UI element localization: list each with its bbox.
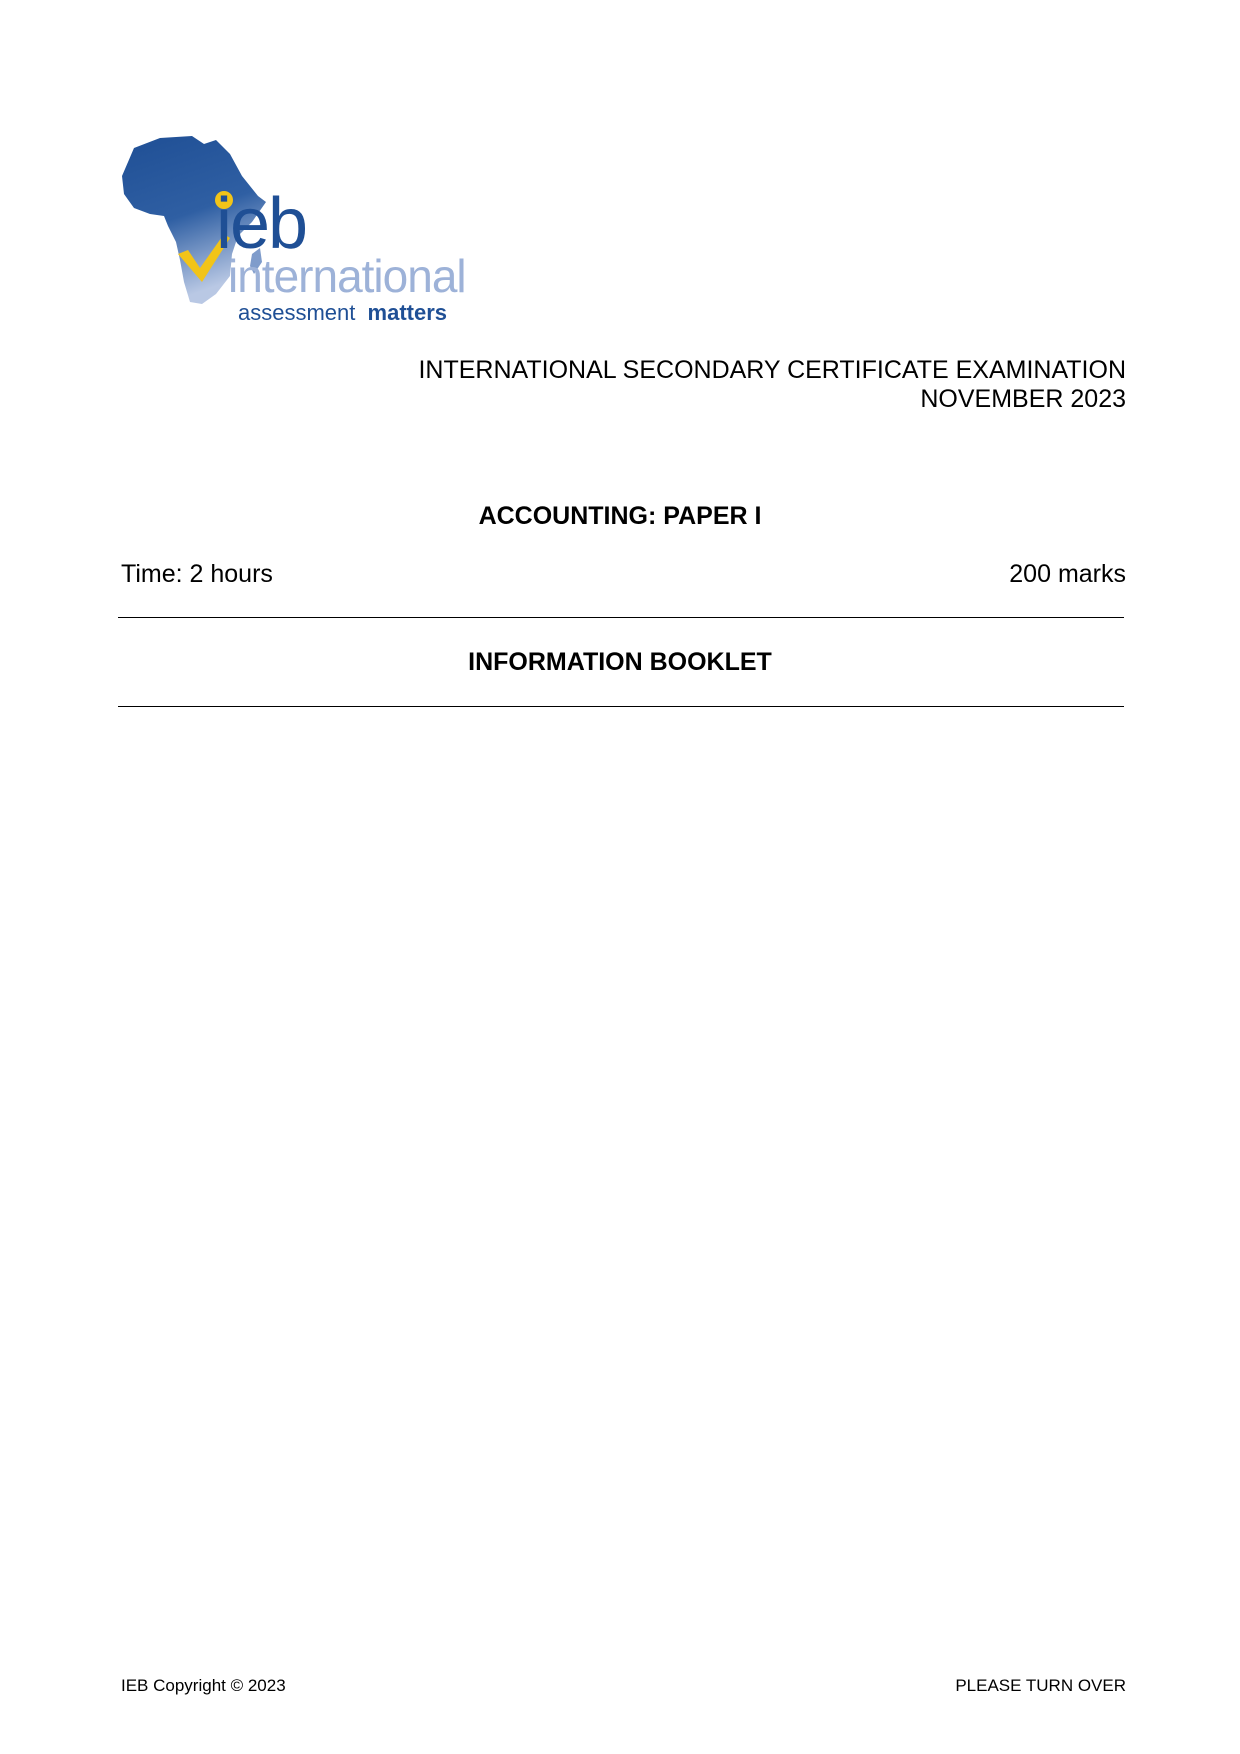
logo-tagline-light: assessment bbox=[238, 300, 356, 325]
logo-international: international bbox=[228, 250, 466, 302]
total-marks: 200 marks bbox=[1009, 560, 1126, 588]
booklet-title: INFORMATION BOOKLET bbox=[468, 648, 772, 676]
divider-top bbox=[118, 617, 1124, 618]
paper-title: ACCOUNTING: PAPER I bbox=[478, 502, 762, 530]
exam-title-line1: INTERNATIONAL SECONDARY CERTIFICATE EXAMINATION bbox=[418, 356, 1126, 384]
logo-tagline-bold: matters bbox=[367, 300, 447, 325]
time-allowed: Time: 2 hours bbox=[121, 560, 273, 588]
logo-brand: ieb bbox=[216, 184, 307, 264]
ieb-logo bbox=[120, 136, 480, 336]
copyright-notice: IEB Copyright © 2023 bbox=[121, 1676, 286, 1695]
logo-tagline bbox=[238, 300, 447, 325]
africa-map-icon bbox=[120, 136, 480, 336]
exam-title bbox=[418, 356, 1126, 414]
divider-bottom bbox=[118, 706, 1124, 707]
exam-date: NOVEMBER 2023 bbox=[920, 385, 1126, 413]
turn-over-notice: PLEASE TURN OVER bbox=[955, 1676, 1126, 1695]
